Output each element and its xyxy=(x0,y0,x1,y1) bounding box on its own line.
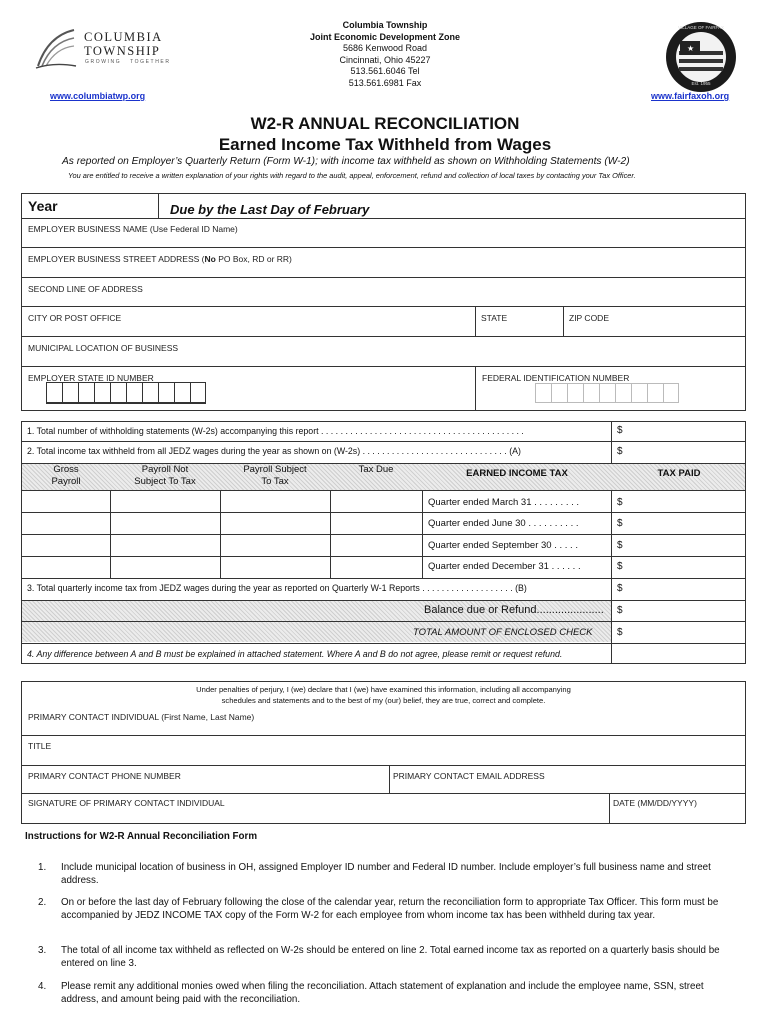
col-tax-due: Tax Due xyxy=(358,464,394,475)
col-tax-paid: TAX PAID xyxy=(657,468,701,479)
q3-tax-paid-input[interactable] xyxy=(628,535,744,556)
instruction-item: 1. Include municipal location of business in OH, assigned Employer ID number and Federal ID number. Include employer’s full business name and street address. xyxy=(38,862,711,886)
instruction-item: 3. The total of all income tax withheld as reflected on W-2s should be entered on line 2. Total earned income tax as reported on a quarterly basis should be entered on line 3. xyxy=(38,945,720,969)
org-tel: 513.561.6046 Tel xyxy=(350,66,420,77)
total-enclosed-label: TOTAL AMOUNT OF ENCLOSED CHECK xyxy=(413,627,593,638)
year-label: Year xyxy=(28,198,58,214)
line2-dollar: $ xyxy=(617,446,623,457)
col-earned-income-tax: EARNED INCOME TAX xyxy=(466,468,568,479)
form-description: As reported on Employer’s Quarterly Return (Form W-1); with income tax withheld as shown on Withholding Statements (W-2) xyxy=(62,156,630,167)
year-input[interactable] xyxy=(90,196,152,216)
org-sub: Joint Economic Development Zone xyxy=(309,31,461,42)
contact-phone-label: PRIMARY CONTACT PHONE NUMBER xyxy=(28,771,181,781)
date-label: DATE (MM/DD/YYYY) xyxy=(613,798,697,808)
line3-label: 3. Total quarterly income tax from JEDZ wages during the year as reported on Quarterly W-1 Reports . . . . . . . . . . . . . . . . . . . (B) xyxy=(27,583,527,593)
q4-tax-paid-input[interactable] xyxy=(628,557,744,577)
city-label: CITY OR POST OFFICE xyxy=(28,313,122,323)
columbia-logo xyxy=(34,24,184,74)
instruction-item: 2. On or before the last day of February following the close of the calendar year, return the reconciliation form to appropriate Tax Officer. This form must be accompanied by JEDZ INCOME TAX copy of the Form W-2 for each employee from whom income tax has been withheld during tax year. xyxy=(38,897,719,921)
line1-label: 1. Total number of withholding statements (W-2s) accompanying this report . . . . . . . . . . . . . . . . . . . . . . . . . . . . . . . . . . . . . . . . . . xyxy=(27,426,524,436)
col-subject: Payroll Subject To Tax xyxy=(243,464,307,487)
line3-dollar: $ xyxy=(617,583,623,594)
q1-label: Quarter ended March 31 . . . . . . . . . xyxy=(428,497,580,508)
total-enclosed-input[interactable] xyxy=(628,622,744,642)
org-block xyxy=(285,20,485,90)
instructions-heading: Instructions for W2-R Annual Reconciliation Form xyxy=(25,831,258,842)
q3-dollar: $ xyxy=(617,540,623,551)
second-line-label: SECOND LINE OF ADDRESS xyxy=(28,284,143,294)
fairfax-website-link[interactable]: www.fairfaxoh.org xyxy=(651,91,730,101)
wheat-logo-icon xyxy=(34,26,78,72)
contact-title-label: TITLE xyxy=(28,741,52,751)
q2-tax-paid-input[interactable] xyxy=(628,513,744,534)
org-fax: 513.561.6981 Fax xyxy=(348,77,422,88)
q4-dollar: $ xyxy=(617,561,623,572)
logo-line1: COLUMBIA xyxy=(84,30,163,44)
signature-label: SIGNATURE OF PRIMARY CONTACT INDIVIDUAL xyxy=(28,798,225,808)
org-name: Columbia Township xyxy=(342,20,428,30)
due-date-notice: Due by the Last Day of February xyxy=(170,202,370,217)
line2-label: 2. Total income tax withheld from all JEDZ wages during the year as shown on (W-2s) . . . . . . . . . . . . . . . . . . . . . . . . . . . . . . (A) xyxy=(27,446,521,456)
q2-dollar: $ xyxy=(617,518,623,529)
federal-id-label: FEDERAL IDENTIFICATION NUMBER xyxy=(482,373,630,383)
q4-label: Quarter ended December 31 . . . . . . xyxy=(428,561,581,572)
line1-dollar: $ xyxy=(617,425,623,436)
state-label: STATE xyxy=(481,313,508,323)
line3-amount-input[interactable] xyxy=(628,579,744,599)
contact-title-field[interactable] xyxy=(22,736,744,765)
total-enclosed-dollar: $ xyxy=(617,627,623,638)
form-subtitle: Earned Income Tax Withheld from Wages xyxy=(218,135,552,154)
balance-dollar: $ xyxy=(617,605,623,616)
balance-label: Balance due or Refund...................... xyxy=(424,604,604,616)
q1-tax-paid-input[interactable] xyxy=(628,491,744,511)
seal-est: Est. 1955 xyxy=(691,81,711,86)
state-id-label: EMPLOYER STATE ID NUMBER xyxy=(28,373,154,383)
contact-email-label: PRIMARY CONTACT EMAIL ADDRESS xyxy=(393,771,545,781)
logo-tagline: GROWING TOGETHER xyxy=(85,59,171,65)
svg-text:★: ★ xyxy=(687,44,695,53)
municipal-label: MUNICIPAL LOCATION OF BUSINESS xyxy=(28,343,179,353)
col-not-subject: Payroll Not Subject To Tax xyxy=(134,464,196,487)
columbia-website-link[interactable]: www.columbiatwp.org xyxy=(50,91,146,101)
form-title: W2-R ANNUAL RECONCILIATION xyxy=(250,114,520,133)
line2-amount-input[interactable] xyxy=(628,442,744,462)
logo-line2: TOWNSHIP xyxy=(84,44,161,58)
q2-label: Quarter ended June 30 . . . . . . . . . . xyxy=(428,518,579,529)
line1-amount-input[interactable] xyxy=(628,422,744,441)
col-gross-payroll: Gross Payroll xyxy=(51,464,81,487)
state-id-boxes[interactable] xyxy=(46,382,206,404)
q3-label: Quarter ended September 30 . . . . . xyxy=(428,540,578,551)
contact-name-label: PRIMARY CONTACT INDIVIDUAL (First Name, Last Name) xyxy=(28,712,255,722)
fairfax-seal xyxy=(665,21,737,93)
street-address-label: EMPLOYER BUSINESS STREET ADDRESS (No PO Box, RD or RR) xyxy=(28,254,292,264)
perjury-statement: Under penalties of perjury, I (we) declare that I (we) have examined this information, including all accompanying schedules and statements and to the best of my (our) belief, they are true, correct and complete. xyxy=(196,685,571,705)
federal-id-boxes[interactable] xyxy=(535,383,679,403)
q1-dollar: $ xyxy=(617,497,623,508)
balance-amount-input[interactable] xyxy=(628,601,744,621)
zip-label: ZIP CODE xyxy=(569,313,609,323)
instruction-item: 4. Please remit any additional monies owed when filing the reconciliation. Attach statement of explanation and include the employee name, SSN, street address, and amount being paid with the reconciliation. xyxy=(38,981,704,1005)
business-name-label: EMPLOYER BUSINESS NAME (Use Federal ID Name) xyxy=(28,224,238,234)
rights-notice: You are entitled to receive a written explanation of your rights with regard to the audit, appeal, enforcement, refund and collection of local taxes by contacting your Tax Officer. xyxy=(68,171,636,180)
line4-note: 4. Any difference between A and B must be explained in attached statement. Where A and B do not agree, please remit or request refund. xyxy=(27,649,563,659)
org-address1: 5686 Kenwood Road xyxy=(342,43,428,54)
seal-text: VILLAGE OF FAIRFAX xyxy=(677,25,724,30)
org-address2: Cincinnati, Ohio 45227 xyxy=(339,54,431,65)
